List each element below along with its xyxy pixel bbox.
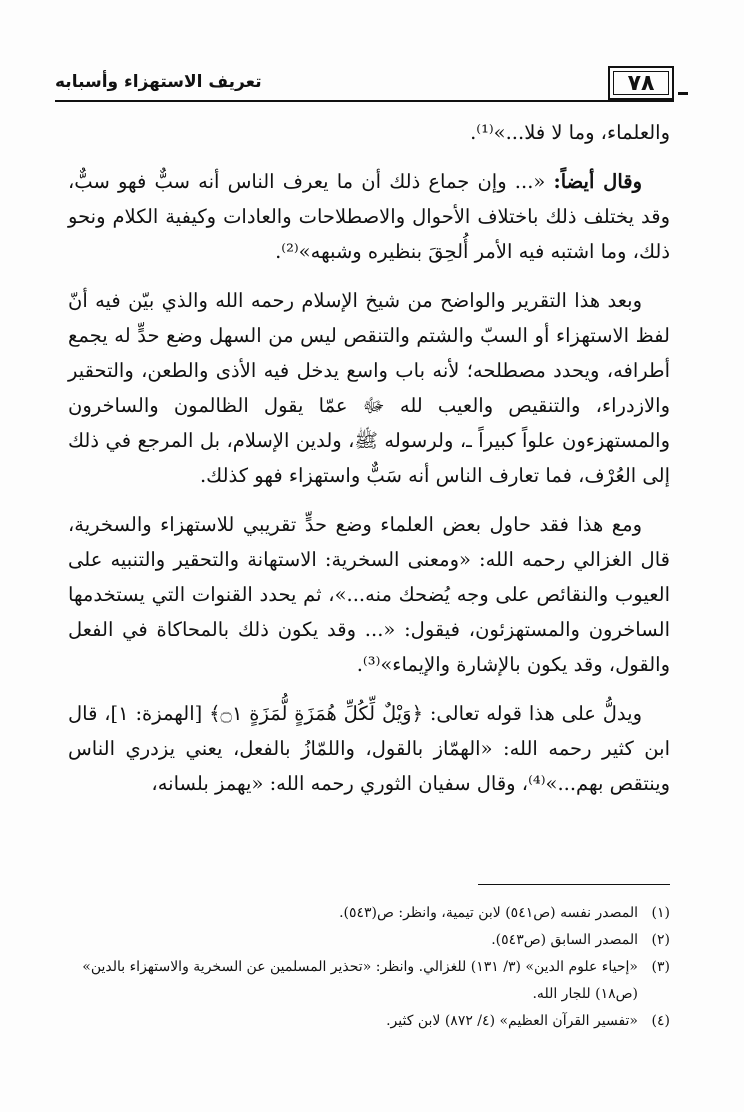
footnotes bbox=[68, 900, 670, 1035]
footnote-text: «إحياء علوم الدين» (٣/ ١٣١) للغزالي. وانظر: «تحذير المسلمين عن السخرية والاستهزاء بالدين» (ص١٨) للجار الله. bbox=[82, 959, 638, 1002]
paragraph-2-text: «... وإن جماع ذلك أن ما يعرف الناس أنه سبٌّ فهو سبٌّ، وقد يختلف ذلك باختلاف الأحوال والاصطلاحات والعادات وكيفية الكلام ونحو ذلك، وما اشتبه فيه الأمر أُلحِقَ بنظيره وشبهه»⁽²⁾. bbox=[68, 170, 670, 263]
paragraph-3: وبعد هذا التقرير والواضح من شيخ الإسلام رحمه الله والذي بيّن فيه أنّ لفظ الاستهزاء أو السبّ والشتم والتنقص ليس من السهل وضع حدٍّ له يجمع أطرافه، ويحدد مصطلحه؛ لأنه باب واسع يدخل فيه الأذى والطعن، والتحقير والازدراء، والتنقيص والعيب لله ﷻ عمّا يقول الظالمون والساخرون والمستهزءون علواً كبيراً ـ، ولرسوله ﷺ، ولدين الإسلام، بل المرجع في ذلك إلى العُرْف، فما تعارف الناس أنه سَبٌّ واستهزاء فهو كذلك. bbox=[68, 289, 670, 487]
paragraph-2 bbox=[68, 164, 670, 269]
header-tick bbox=[678, 92, 688, 95]
running-title: تعريف الاستهزاء وأسبابه bbox=[55, 72, 262, 92]
footnote-number: (٣) bbox=[651, 959, 670, 975]
footnote-number: (٤) bbox=[651, 1013, 670, 1029]
page-number: ٧٨ bbox=[608, 66, 674, 100]
page-header bbox=[55, 66, 674, 102]
footnote-separator bbox=[478, 884, 670, 885]
footnote-1 bbox=[68, 900, 670, 927]
footnote-text: «تفسير القرآن العظيم» (٤/ ٨٧٢) لابن كثير. bbox=[386, 1013, 638, 1029]
footnote-number: (١) bbox=[651, 905, 670, 921]
paragraph-2-lead: وقال أيضاً: bbox=[553, 170, 642, 193]
main-text bbox=[68, 115, 670, 801]
footnote-2 bbox=[68, 927, 670, 954]
paragraph-1: والعلماء، وما لا فلا...»⁽¹⁾. bbox=[470, 121, 670, 144]
footnote-3 bbox=[68, 954, 670, 1008]
header-rule bbox=[55, 100, 674, 102]
paragraph-5: ويدلُّ على هذا قوله تعالى: ﴿وَيْلٌ لِّكُلِّ هُمَزَةٍ لُّمَزَةٍ ۝١﴾ [الهمزة: ١]، قال ابن كثير رحمه الله: «الهمّاز بالقول، واللمّازُ بالفعل، يعني يزدري الناس وينتقص بهم...»⁽⁴⁾، وقال سفيان الثوري رحمه الله: «يهمز بلسانه، bbox=[68, 702, 670, 795]
paragraph-4: ومع هذا فقد حاول بعض العلماء وضع حدٍّ تقريبي للاستهزاء والسخرية، قال الغزالي رحمه الله: «ومعنى السخرية: الاستهانة والتحقير والتنبيه على العيوب والنقائص على وجه يُضحك منه...»، ثم يحدد القنوات التي يستخدمها الساخرون والمستهزئون، فيقول: «... وقد يكون ذلك بالمحاكاة في الفعل والقول، وقد يكون بالإشارة والإيماء»⁽³⁾. bbox=[68, 513, 670, 676]
footnote-text: المصدر السابق (ص٥٤٣). bbox=[491, 932, 638, 948]
footnote-number: (٢) bbox=[651, 932, 670, 948]
footnote-4 bbox=[68, 1008, 670, 1035]
footnote-text: المصدر نفسه (ص٥٤١) لابن تيمية، وانظر: ص(٥٤٣). bbox=[339, 905, 638, 921]
